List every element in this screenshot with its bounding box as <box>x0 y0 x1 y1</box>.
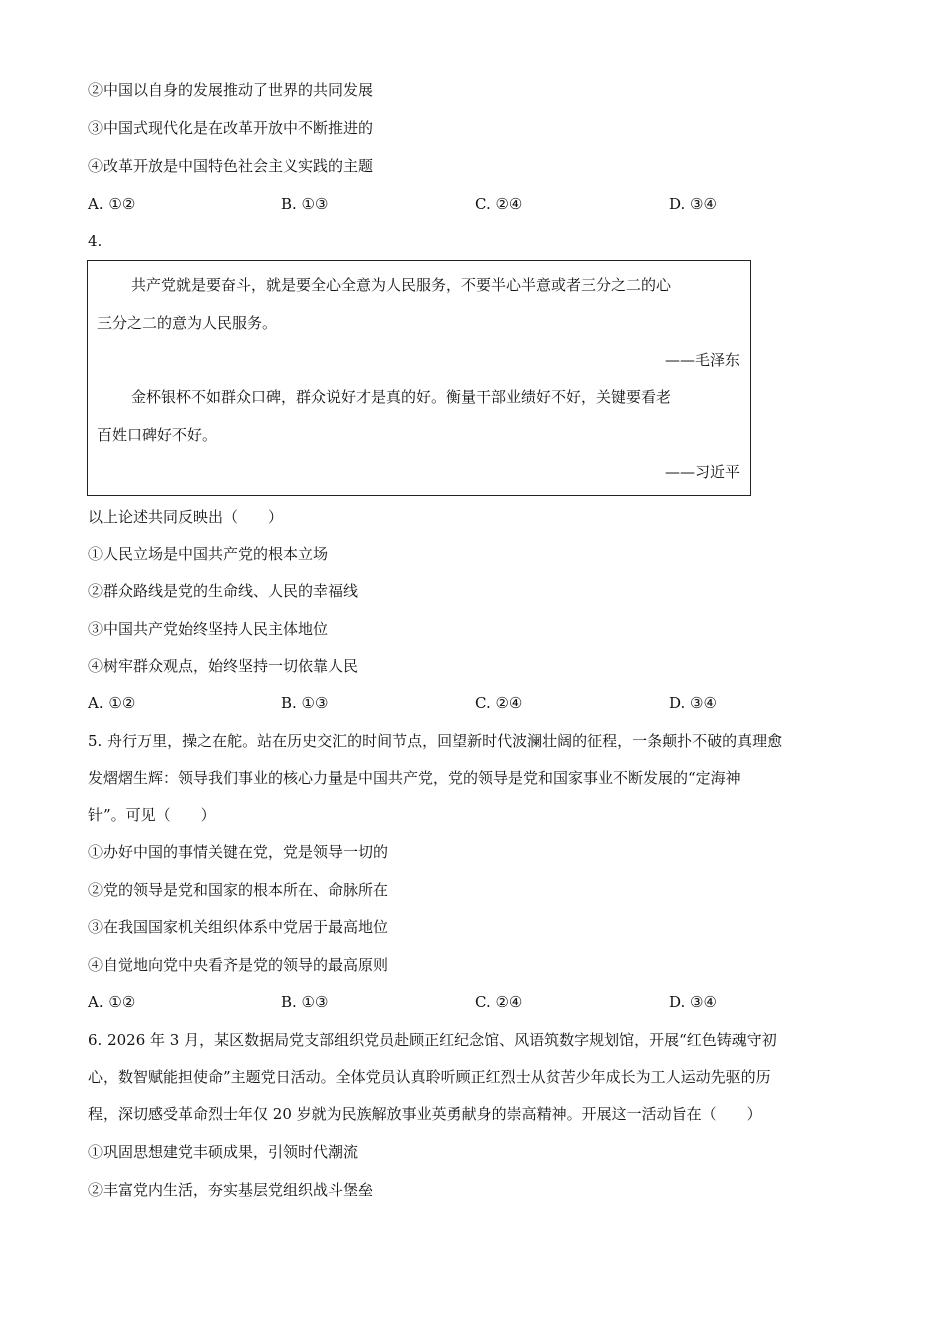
q5-stem-line3: 针”。可见（ ） <box>88 806 216 824</box>
q6-stem-line3: 程，深切感受革命烈士年仅 20 岁就为民族解放事业英勇献身的崇高精神。开展这一活动旨在（ ） <box>88 1105 762 1123</box>
q4-item-4: ④树牢群众观点，始终坚持一切依靠人民 <box>88 657 359 675</box>
q4-options <box>88 693 868 713</box>
q6-stem-line2: 心，数智赋能担使命”主题党日活动。全体党员认真聆听顾正红烈士从贫苦少年成长为工人运动先驱的历 <box>88 1068 771 1086</box>
q5-options <box>88 992 868 1012</box>
q4-item-3: ③中国共产党始终坚持人民主体地位 <box>88 620 329 638</box>
q5-option-b[interactable]: B. ①③ <box>281 993 329 1011</box>
q3-option-b[interactable]: B. ①③ <box>281 195 329 213</box>
q4-quote-box <box>87 260 751 496</box>
q5-item-2: ②党的领导是党和国家的根本所在、命脉所在 <box>88 881 389 899</box>
q5-option-c[interactable]: C. ②④ <box>475 993 523 1011</box>
q4-quote1-line1: 共产党就是要奋斗，就是要全心全意为人民服务，不要半心半意或者三分之二的心 <box>131 276 672 294</box>
q4-option-a[interactable]: A. ①② <box>88 694 136 712</box>
q5-stem-line2: 发熠熠生辉：领导我们事业的核心力量是中国共产党，党的领导是党和国家事业不断发展的“定海神 <box>88 769 741 787</box>
q3-options <box>88 194 868 214</box>
q6-item-2: ②丰富党内生活，夯实基层党组织战斗堡垒 <box>88 1181 374 1199</box>
q5-item-1: ①办好中国的事情关键在党，党是领导一切的 <box>88 843 389 861</box>
q3-item-2: ②中国以自身的发展推动了世界的共同发展 <box>88 81 374 99</box>
q5-stem-line1: 5. 舟行万里，操之在舵。站在历史交汇的时间节点，回望新时代波澜壮阔的征程，一条颠扑不破的真理愈 <box>88 732 783 750</box>
q4-option-b[interactable]: B. ①③ <box>281 694 329 712</box>
q4-item-1: ①人民立场是中国共产党的根本立场 <box>88 545 329 563</box>
q3-option-c[interactable]: C. ②④ <box>475 195 523 213</box>
q4-number: 4. <box>88 232 103 250</box>
q4-quote2-line2: 百姓口碑好不好。 <box>97 426 218 444</box>
q3-item-3: ③中国式现代化是在改革开放中不断推进的 <box>88 119 374 137</box>
q4-option-d[interactable]: D. ③④ <box>669 694 717 712</box>
q3-option-a[interactable]: A. ①② <box>88 195 136 213</box>
q3-item-4: ④改革开放是中国特色社会主义实践的主题 <box>88 157 374 175</box>
q4-quote1-attribution: ——毛泽东 <box>664 351 740 369</box>
q4-item-2: ②群众路线是党的生命线、人民的幸福线 <box>88 582 359 600</box>
q4-quote1-line2: 三分之二的意为人民服务。 <box>97 314 278 332</box>
q4-quote2-line1: 金杯银杯不如群众口碑，群众说好才是真的好。衡量干部业绩好不好，关键要看老 <box>131 388 672 406</box>
q4-option-c[interactable]: C. ②④ <box>475 694 523 712</box>
q6-stem-line1: 6. 2026 年 3 月，某区数据局党支部组织党员赴顾正红纪念馆、风语筑数字规划馆，开展“红色铸魂守初 <box>88 1031 777 1049</box>
q5-option-a[interactable]: A. ①② <box>88 993 136 1011</box>
q5-option-d[interactable]: D. ③④ <box>669 993 717 1011</box>
q4-stem: 以上论述共同反映出（ ） <box>88 508 284 526</box>
q4-quote2-attribution: ——习近平 <box>664 463 740 481</box>
q6-item-1: ①巩固思想建党丰硕成果，引领时代潮流 <box>88 1143 359 1161</box>
q5-item-3: ③在我国国家机关组织体系中党居于最高地位 <box>88 918 389 936</box>
q5-item-4: ④自觉地向党中央看齐是党的领导的最高原则 <box>88 956 389 974</box>
q3-option-d[interactable]: D. ③④ <box>669 195 717 213</box>
